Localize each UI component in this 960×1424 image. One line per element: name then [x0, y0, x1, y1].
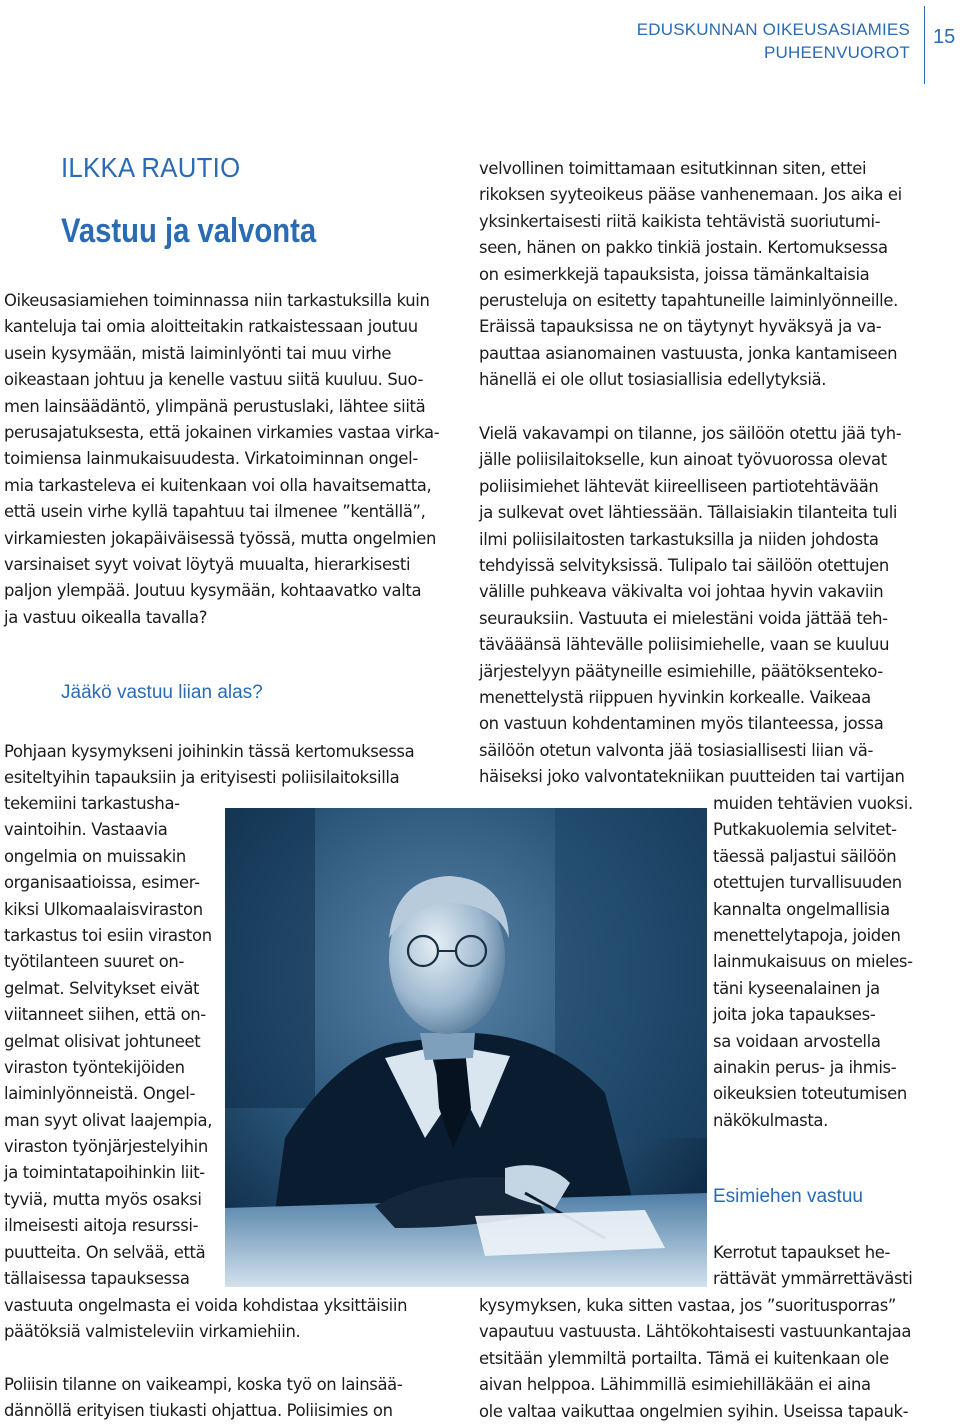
text-line: kanteluja tai omia aloitteitakin ratkaistessaan joutuu	[4, 317, 418, 337]
subhead-esimiehen-vastuu: Esimiehen vastuu	[713, 1186, 863, 1207]
text-line: ilmeisesti aitoja resurssi-	[4, 1216, 199, 1236]
text-line: etsitään ylemmiltä portailta. Tämä ei kuitenkaan ole	[479, 1348, 889, 1368]
body-paragraph-right-2-wrap	[713, 791, 913, 1134]
text-line: työtilanteen suuret on-	[4, 952, 185, 972]
text-line: men lainsäädäntö, ylimpänä perustuslaki, lähtee siitä	[4, 396, 426, 416]
text-line: menettelystä riippuen hyvinkin korkealle. Vaikeaa	[479, 687, 871, 707]
text-line: vastuuta ongelmasta ei voida kohdistaa yksittäisiin	[4, 1296, 408, 1315]
body-paragraph-right-1	[479, 156, 902, 394]
text-line: on vastuun kohdentaminen myös tilanteessa, jossa	[479, 714, 884, 734]
text-line: täni kyseenalainen ja	[713, 978, 880, 998]
paper-shape	[475, 1210, 665, 1256]
text-line: rikoksen syyteoikeus pääse vanhenemaan. Jos aika ei	[479, 185, 902, 205]
text-line: joita joka tapaukses-	[713, 1005, 876, 1025]
header-divider	[924, 6, 925, 84]
text-line: järjestelyyn päätyneille esimiehille, päätöksenteko-	[479, 661, 883, 681]
text-line: tarkastus toi esiin viraston	[4, 925, 212, 945]
text-line: viitanneet siihen, että on-	[4, 1005, 206, 1025]
text-line: seurauksiin. Vastuuta ei mielestäni voida jättää teh-	[479, 608, 888, 628]
text-line: puutteita. On selvää, että	[4, 1242, 206, 1262]
text-line: usein kysymään, mistä laiminlyönti tai muu virhe	[4, 343, 392, 363]
text-line: välille puhkeava väkivalta voi johtaa hyvin vakaviin	[479, 582, 884, 602]
text-line: säilöön otetun valvonta jää tosiasiallisesti liian vä-	[479, 740, 874, 760]
text-line: täessä paljastui säilöön	[713, 846, 897, 866]
body-paragraph-left-1-end	[4, 1293, 407, 1346]
text-line: päätöksiä valmisteleviin virkamiehiin.	[4, 1322, 301, 1342]
body-paragraph-left-2	[4, 1372, 402, 1424]
text-line: man syyt olivat laajempia,	[4, 1110, 213, 1130]
text-line: sa voidaan arvostella	[713, 1031, 881, 1051]
text-line: ilmi poliisilaitosten tarkastuksilla ja niiden johdosta	[479, 529, 879, 549]
text-line: jälle poliisilaitokselle, kun ainoat työvuorossa olevat	[479, 450, 887, 470]
text-line: tällaisessa tapauksessa	[4, 1269, 190, 1289]
text-line: perusteluja on esitetty tapahtuneille laiminlyönneille.	[479, 290, 898, 310]
body-paragraph-right-3-end	[479, 1293, 911, 1424]
body-paragraph-left-1	[4, 739, 414, 792]
text-line: virkamiesten jokapäiväisessä työssä, mutta ongelmien	[4, 528, 436, 548]
text-line: tekemiini tarkastusha-	[4, 794, 180, 813]
text-line: Oikeusasiamiehen toiminnassa niin tarkastuksilla kuin	[4, 291, 430, 310]
text-line: dännöllä erityisen tiukasti ohjattua. Poliisimies on	[4, 1401, 393, 1421]
text-line: hänellä ei ole ollut tosiasiallisia edellytyksiä.	[479, 370, 827, 390]
body-paragraph-right-3	[713, 1240, 912, 1293]
intro-paragraph	[4, 288, 439, 631]
text-line: esiteltyihin tapauksiin ja erityisesti poliisilaitoksilla	[4, 768, 400, 788]
text-line: kannalta ongelmallisia	[713, 899, 890, 919]
author-portrait-photo	[225, 808, 707, 1287]
text-line: laiminlyönneistä. Ongel-	[4, 1084, 196, 1104]
text-line: gelmat. Selvitykset eivät	[4, 978, 200, 998]
text-line: velvollinen toimittamaan esitutkinnan siten, ettei	[479, 159, 867, 178]
text-line: vapautuu vastuusta. Lähtökohtaisesti vastuunkantajaa	[479, 1322, 912, 1342]
text-line: tehdyissä selvityksissä. Tulipalo tai säilöön otettujen	[479, 555, 889, 575]
text-line: Vielä vakavampi on tilanne, jos säilöön otettu jää tyh-	[479, 424, 902, 443]
text-line: varsinaiset syyt voivat löytyä muualta, hierarkisesti	[4, 554, 411, 574]
text-line: tyviä, mutta myös osaksi	[4, 1189, 202, 1209]
text-line: oikeuksien toteutumisen	[713, 1084, 907, 1104]
text-line: pauttaa asianomainen vastuusta, jonka kantamiseen	[479, 343, 898, 363]
text-line: paljon ylempää. Joutuu kysymään, kohtaavatko valta	[4, 581, 422, 601]
text-line: on esimerkkejä tapauksista, joissa tämänkaltaisia	[479, 264, 870, 284]
text-line: häiseksi joko valvontatekniikan puutteiden tai vartijan	[479, 767, 905, 787]
text-line: näkökulmasta.	[713, 1110, 828, 1130]
text-line: että usein virhe kyllä tapahtuu tai ilmenee ”kentällä”,	[4, 502, 426, 522]
text-line: seen, hänen on pakko tinkiä jostain. Kertomuksessa	[479, 238, 888, 258]
body-paragraph-right-2	[479, 421, 905, 790]
running-header	[637, 18, 910, 64]
text-line: organisaatioissa, esimer-	[4, 873, 200, 893]
text-line: viraston työntekijöiden	[4, 1057, 185, 1077]
text-line: ainakin perus- ja ihmis-	[713, 1057, 897, 1077]
text-line: perusajatuksesta, että jokainen virkamies vastaa virka-	[4, 422, 440, 442]
text-line: oikeastaan johtuu ja kenelle vastuu siitä kuuluu. Suo-	[4, 370, 424, 390]
text-line: kysymyksen, kuka sitten vastaa, jos ”suoritusporras”	[479, 1296, 897, 1315]
text-line: yksinkertaisesti riitä kaikista tehtävistä suoriutumi-	[479, 211, 881, 231]
text-line: rättävät ymmärrettävästi	[713, 1269, 913, 1289]
text-line: poliisimiehet lähtevät kiireelliseen partiotehtävään	[479, 476, 879, 496]
text-line: menettelytapoja, joiden	[713, 925, 901, 945]
subhead-jaako-vastuu: Jääkö vastuu liian alas?	[61, 682, 263, 703]
text-line: Kerrotut tapaukset he-	[713, 1243, 891, 1262]
text-line: Eräissä tapauksissa ne on täytynyt hyväksyä ja va-	[479, 317, 882, 337]
portrait-illustration	[225, 808, 707, 1287]
text-line: toimiensa lainmukaisuudesta. Virkatoiminnan ongel-	[4, 449, 418, 469]
text-line: kiksi Ulkomaalaisviraston	[4, 899, 203, 919]
page-number: 15	[933, 26, 956, 48]
text-line: ja sulkevat ovet lähtiessään. Tällaisiakin tilanteita tuli	[479, 503, 898, 523]
text-line: tävääänsä lähtevälle poliisimiehelle, vaan se kuuluu	[479, 635, 890, 655]
text-line: gelmat olisivat johtuneet	[4, 1031, 201, 1051]
header-section: PUHEENVUOROT	[764, 43, 910, 62]
article-title: Vastuu ja valvonta	[61, 212, 317, 250]
text-line: ja toimintatapoihinkin liit-	[4, 1163, 205, 1183]
author-name: ILKKA RAUTIO	[61, 152, 241, 183]
text-line: ole valtaa vaikuttaa ongelmien syihin. Useissa tapauk-	[479, 1401, 909, 1421]
text-line: ja vastuu oikealla tavalla?	[4, 607, 208, 627]
text-line: vaintoihin. Vastaavia	[4, 820, 168, 840]
text-line: ongelmia on muissakin	[4, 846, 186, 866]
text-line: viraston työnjärjestelyihin	[4, 1137, 208, 1157]
text-line: aivan helppoa. Lähimmillä esimiehilläkään ei aina	[479, 1375, 871, 1395]
text-line: mia tarkasteleva ei kuitenkaan voi olla havaitsematta,	[4, 475, 432, 495]
text-line: Pohjaan kysymykseni joihinkin tässä kertomuksessa	[4, 742, 415, 761]
text-line: muiden tehtävien vuoksi.	[713, 794, 913, 813]
text-line: Poliisin tilanne on vaikeampi, koska työ on lainsää-	[4, 1375, 403, 1394]
text-line: Putkakuolemia selvitet-	[713, 820, 897, 840]
text-line: otettujen turvallisuuden	[713, 873, 902, 893]
header-publication: EDUSKUNNAN OIKEUSASIAMIES	[636, 20, 910, 39]
body-paragraph-left-1-wrap	[4, 791, 212, 1292]
text-line: lainmukaisuus on mieles-	[713, 952, 913, 972]
